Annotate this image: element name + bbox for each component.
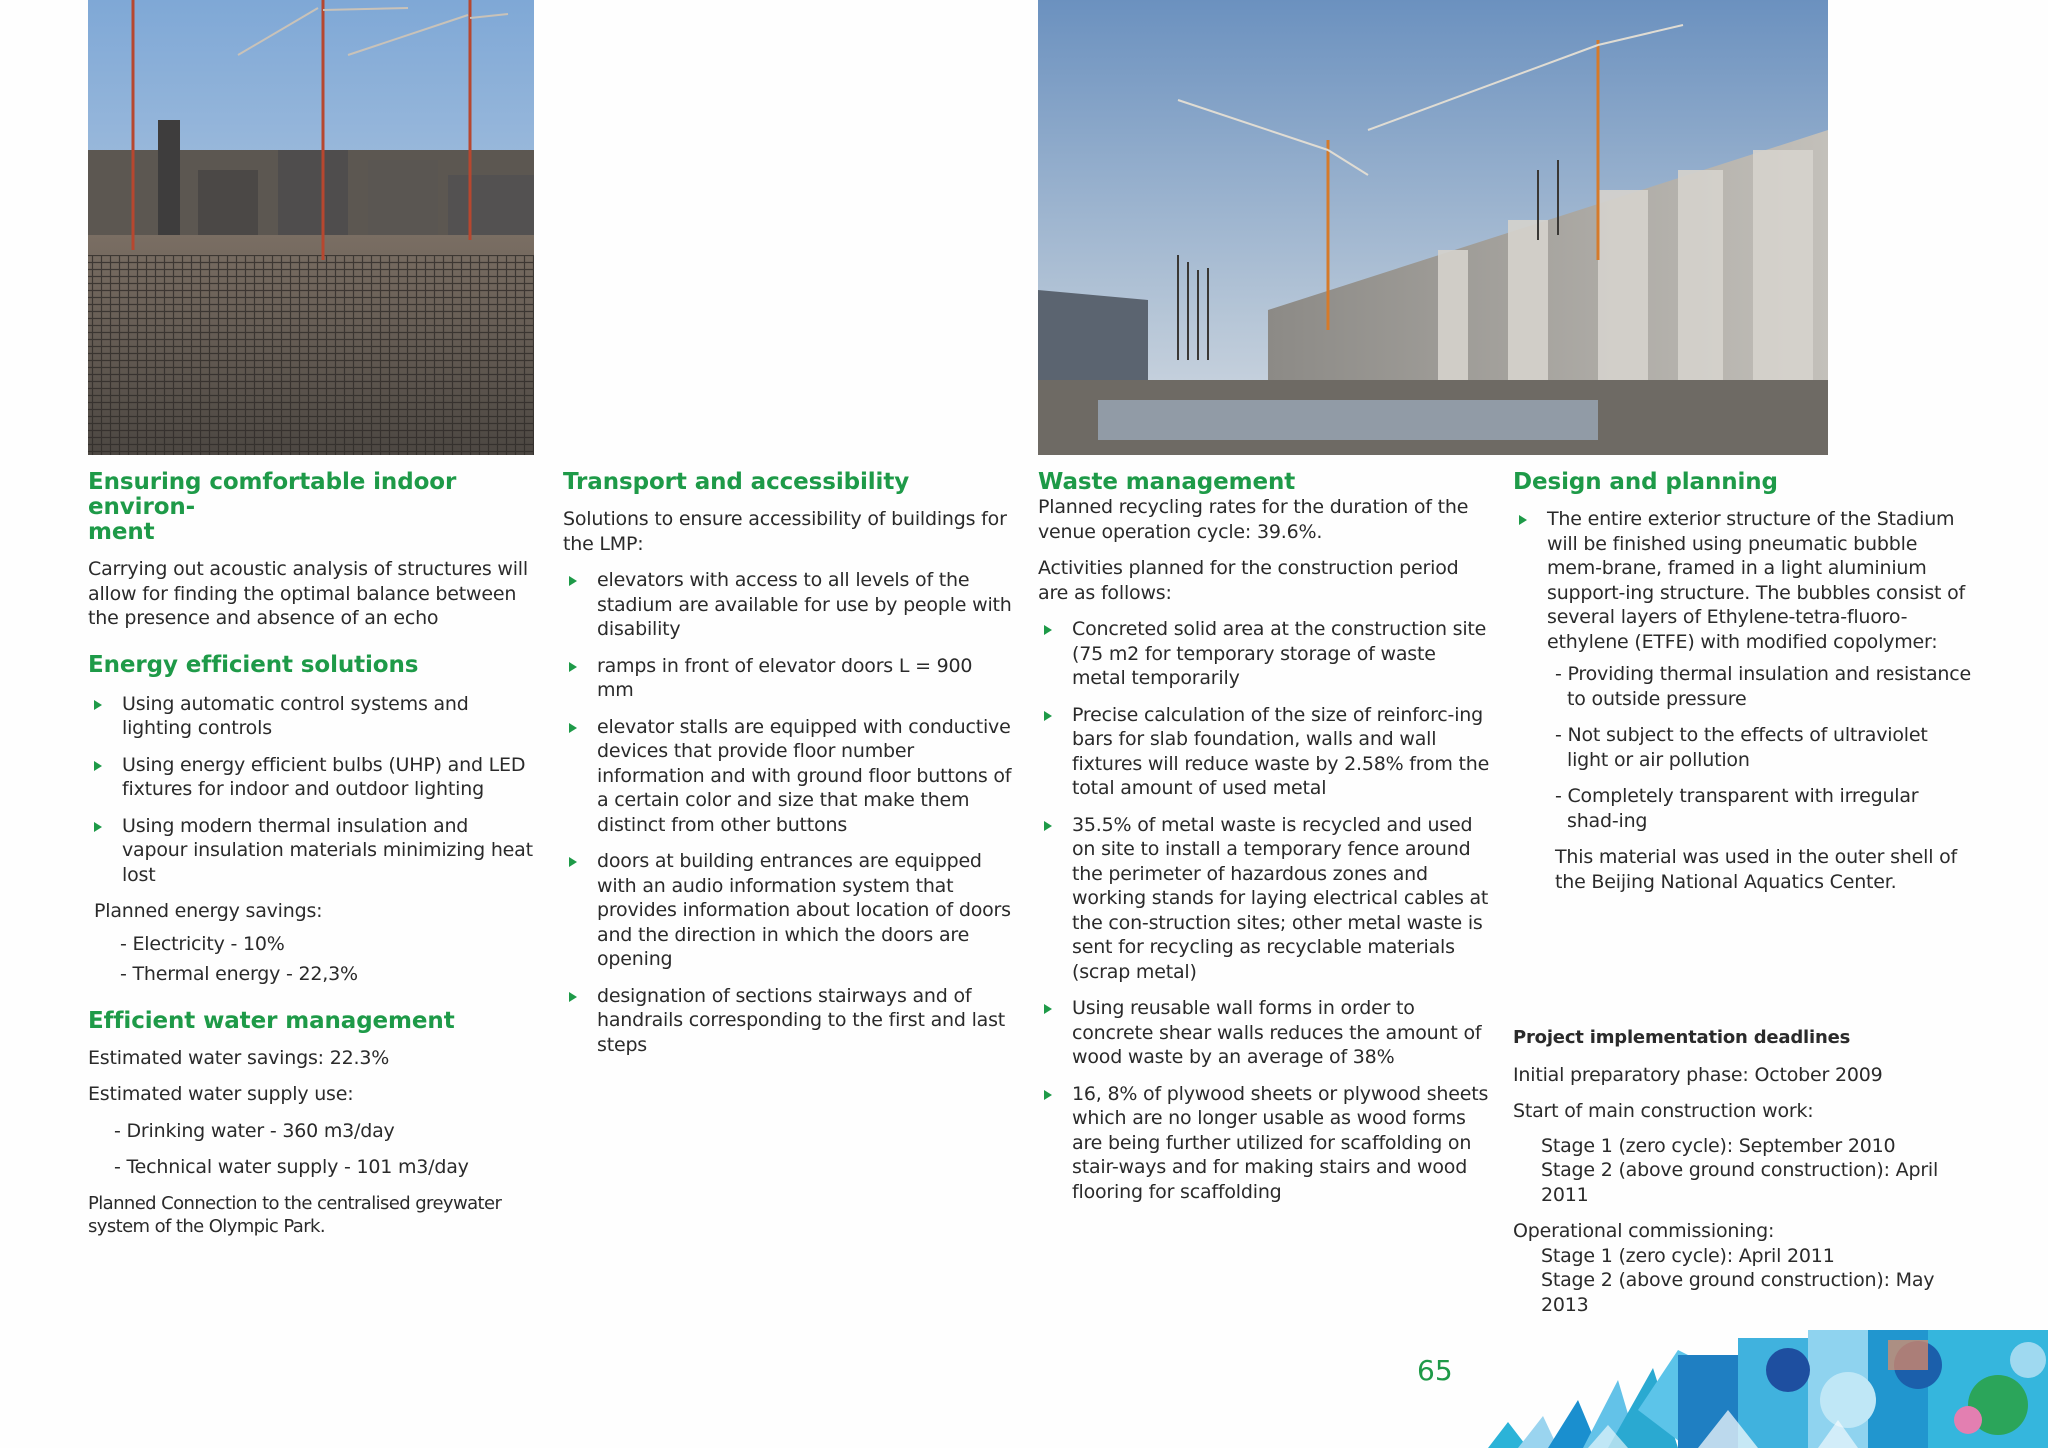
list-item: 16, 8% of plywood sheets or plywood sheets which are no longer usable as wood forms are being further utilized for scaffolding on stair-ways and for making stairs and wood flooring for scaffolding — [1038, 1082, 1490, 1205]
preparatory-phase: Initial preparatory phase: October 2009 — [1513, 1063, 1883, 1086]
material-note: This material was used in the outer shell of the Beijing National Aquatics Center. — [1555, 846, 1958, 893]
column-design-planning — [1513, 469, 1973, 1316]
list-item: elevator stalls are equipped with conductive devices that provide floor number information and with ground floor buttons of a certain color and size that make them distinct from other buttons — [563, 715, 1013, 838]
acoustic-paragraph: Carrying out acoustic analysis of structures will allow for finding the optimal balance between the presence and absence of an echo — [88, 558, 528, 629]
construction-stage: Stage 2 (above ground construction): April 2011 — [1541, 1159, 1939, 1206]
bullet-triangle-icon — [1044, 821, 1052, 831]
energy-savings-item: - Thermal energy - 22,3% — [120, 963, 358, 985]
heading-water-management: Efficient water management — [88, 1007, 455, 1034]
water-use-label: Estimated water supply use: — [88, 1083, 354, 1105]
greywater-connection: Planned Connection to the centralised greywater system of the Olympic Park. — [88, 1192, 502, 1237]
list-item: Using modern thermal insulation and vapour insulation materials minimizing heat lost — [88, 814, 536, 888]
column-waste — [1038, 470, 1490, 1216]
construction-start-label: Start of main construction work: — [1513, 1100, 1814, 1122]
deadlines-section — [1513, 1026, 1983, 1317]
list-item: designation of sections stairways and of handrails corresponding to the first and last steps — [563, 984, 1013, 1058]
list-item: Precise calculation of the size of reinforc-ing bars for slab foundation, walls and wall fixtures will reduce waste by 2.58% from the total amount of used metal — [1038, 703, 1490, 801]
bullet-triangle-icon — [1519, 515, 1527, 525]
column-indoor-energy-water — [88, 470, 536, 1238]
etfe-property: - Not subject to the effects of ultraviolet light or air pollution — [1555, 724, 1928, 771]
water-use-item: - Technical water supply - 101 m3/day — [114, 1156, 469, 1178]
bullet-triangle-icon — [569, 992, 577, 1002]
waste-bullet-list — [1038, 617, 1490, 1204]
heading-energy-efficient: Energy efficient solutions — [88, 651, 419, 678]
heading-transport: Transport and accessibility — [563, 469, 910, 495]
deadlines-title: Project implementation deadlines — [1513, 1027, 1851, 1048]
bullet-triangle-icon — [1044, 1090, 1052, 1100]
etfe-property: - Providing thermal insulation and resistance to outside pressure — [1555, 663, 1972, 710]
bullet-triangle-icon — [1044, 625, 1052, 635]
heading-design-planning: Design and planning — [1513, 469, 1778, 495]
construction-photo-left — [88, 0, 534, 455]
list-item: doors at building entrances are equipped with an audio information system that provides information about location of doors and the direction in which the doors are opening — [563, 849, 1013, 972]
transport-bullet-list — [563, 568, 1013, 1057]
list-item: The entire exterior structure of the Stadium will be finished using pneumatic bubble mem-brane, framed in a light aluminium support-ing structure. The bubbles consist of several layers of Ethylene-tetra-fluoro-ethylene (ETFE) with modified copolymer: — [1513, 507, 1973, 654]
list-item: Using reusable wall forms in order to concrete shear walls reduces the amount of wood waste by an average of 38% — [1038, 996, 1490, 1070]
list-item: elevators with access to all levels of the stadium are available for use by people with disability — [563, 568, 1013, 642]
bullet-triangle-icon — [94, 761, 102, 771]
water-use-item: - Drinking water - 360 m3/day — [114, 1119, 395, 1142]
stadium-construction-photo — [1038, 0, 1828, 455]
bullet-triangle-icon — [94, 700, 102, 710]
bullet-triangle-icon — [94, 822, 102, 832]
etfe-properties — [1513, 662, 1973, 833]
commissioning-stage: Stage 2 (above ground construction): May 2013 — [1541, 1269, 1935, 1316]
construction-activities-intro: Activities planned for the construction period are as follows: — [1038, 557, 1459, 604]
bullet-triangle-icon — [569, 662, 577, 672]
bullet-triangle-icon — [1044, 1004, 1052, 1014]
commissioning-label: Operational commissioning: — [1513, 1220, 1775, 1242]
etfe-property: - Completely transparent with irregular shad-ing — [1555, 785, 1919, 832]
list-item: Concreted solid area at the construction site (75 m2 for temporary storage of waste metal temporarily — [1038, 617, 1490, 691]
heading-indoor-environment: Ensuring comfortable indoor environ- ment — [88, 469, 457, 545]
column-transport — [563, 470, 1013, 1069]
energy-savings-label: Planned energy savings: — [94, 900, 323, 922]
transport-intro: Solutions to ensure accessibility of buildings for the LMP: — [563, 508, 1007, 555]
bullet-triangle-icon — [1044, 711, 1052, 721]
list-item: 35.5% of metal waste is recycled and used on site to install a temporary fence around the perimeter of hazardous zones and working stands for laying electrical cables at the con-struction sites; other metal waste is sent for recycling as recyclable materials (scrap metal) — [1038, 813, 1490, 985]
energy-savings-item: - Electricity - 10% — [120, 932, 285, 955]
design-bullet-list — [1513, 507, 1973, 654]
commissioning-stage: Stage 1 (zero cycle): April 2011 — [1541, 1244, 1835, 1267]
bullet-triangle-icon — [569, 857, 577, 867]
page-number: 65 — [1417, 1354, 1453, 1387]
decorative-patchwork-pattern — [1488, 1330, 2048, 1448]
water-savings: Estimated water savings: 22.3% — [88, 1046, 390, 1069]
bullet-triangle-icon — [569, 723, 577, 733]
list-item: Using automatic control systems and lighting controls — [88, 692, 536, 741]
construction-stage: Stage 1 (zero cycle): September 2010 — [1541, 1134, 1896, 1157]
bullet-triangle-icon — [569, 576, 577, 586]
energy-bullet-list — [88, 692, 536, 888]
list-item: Using energy efficient bulbs (UHP) and LED fixtures for indoor and outdoor lighting — [88, 753, 536, 802]
recycling-rate: Planned recycling rates for the duration of the venue operation cycle: 39.6%. — [1038, 496, 1469, 543]
list-item: ramps in front of elevator doors L = 900 mm — [563, 654, 1013, 703]
heading-waste: Waste management — [1038, 469, 1296, 495]
